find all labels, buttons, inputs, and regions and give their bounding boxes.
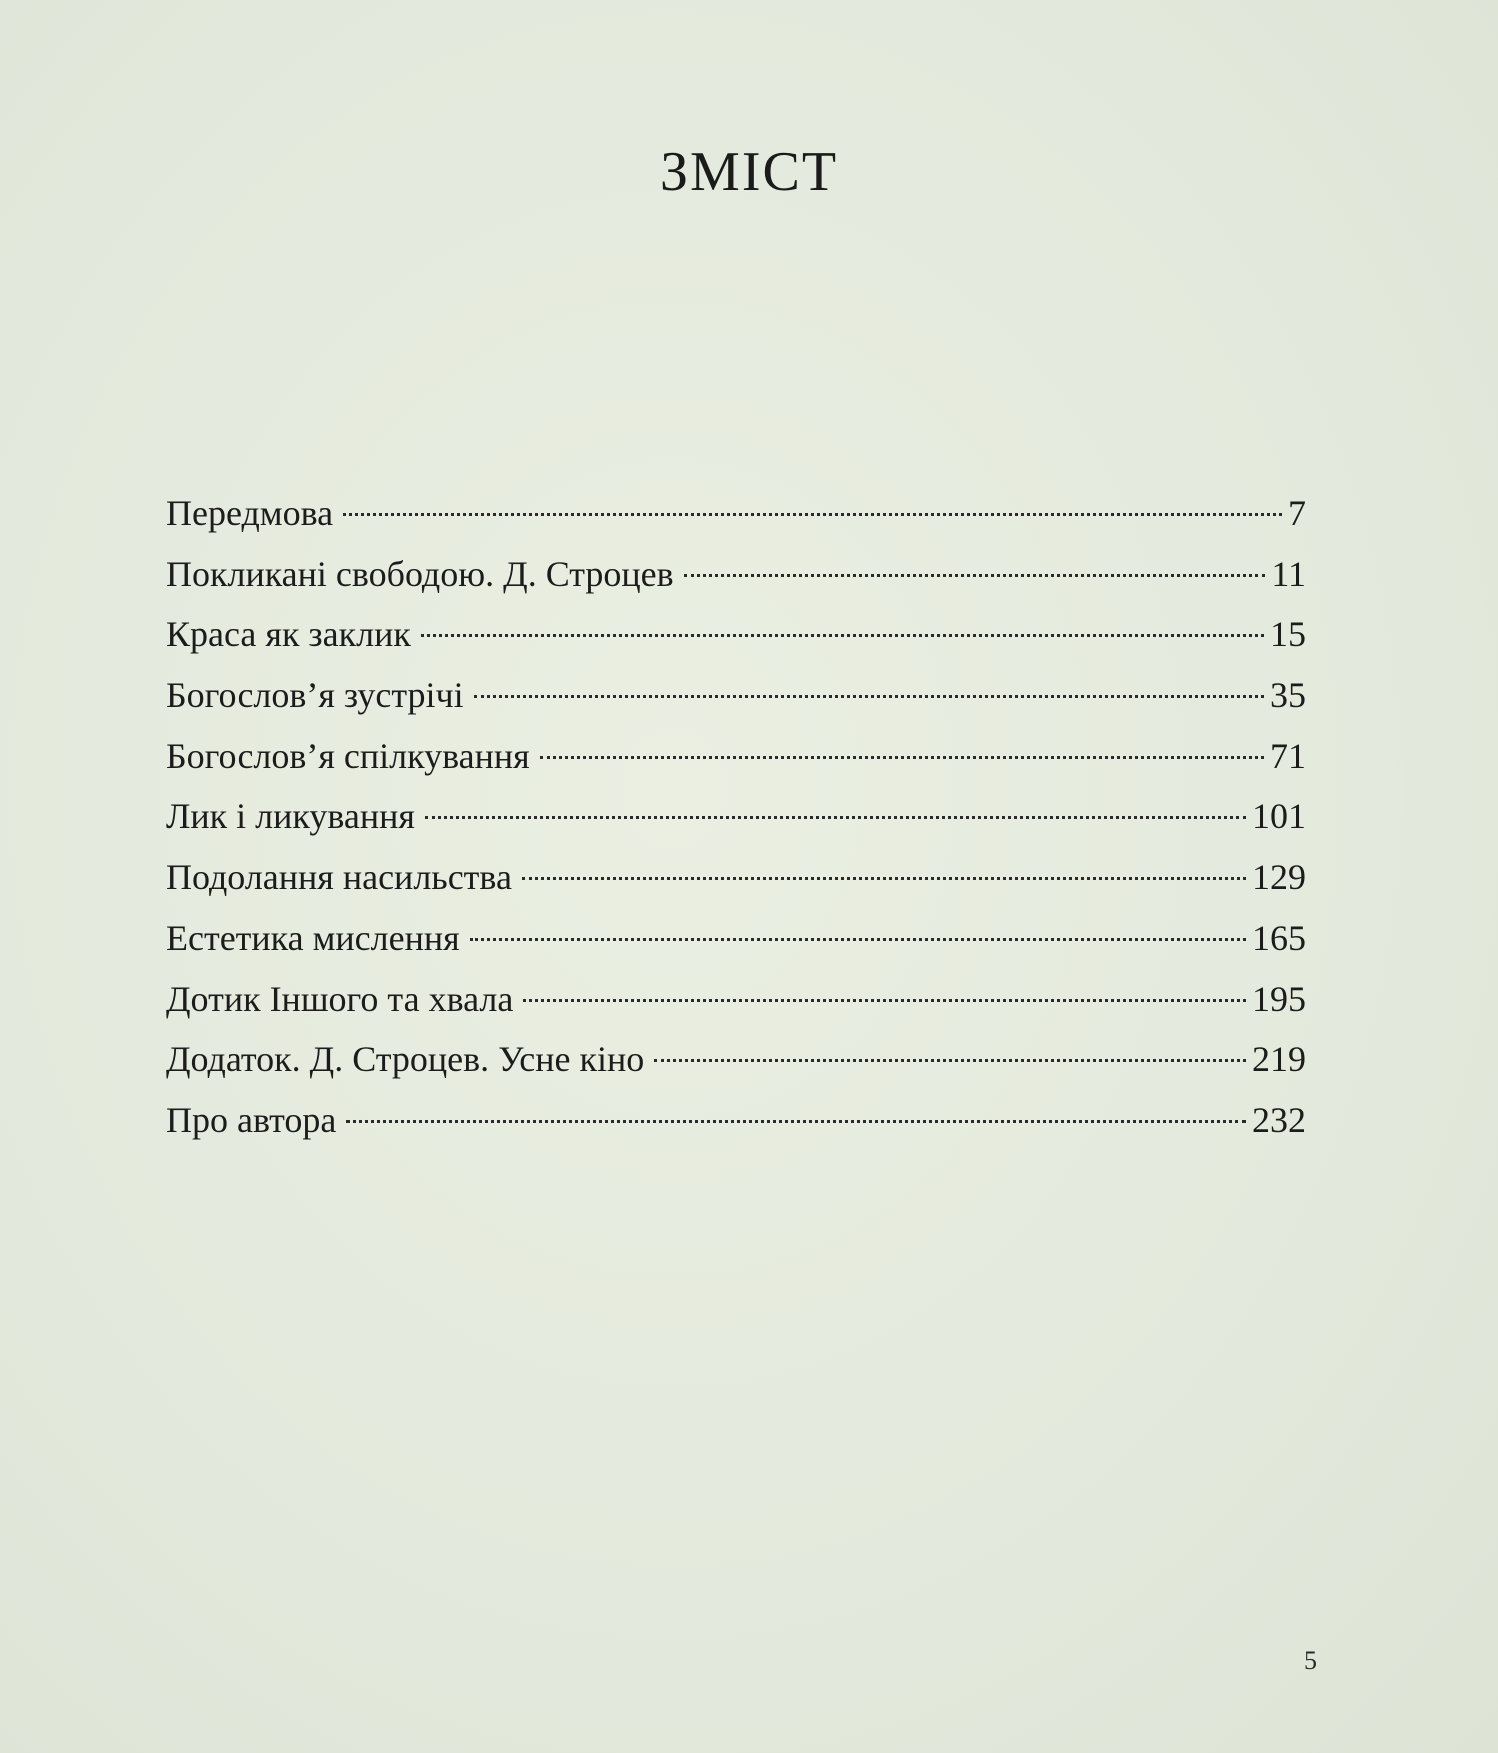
toc-entry-title: Лик і ликування (166, 796, 415, 837)
dot-leader (346, 1120, 1246, 1123)
toc-entry-title: Краса як заклик (166, 614, 411, 655)
toc-entry (166, 665, 1306, 726)
toc-entry-page: 7 (1288, 493, 1306, 533)
toc-entry (166, 908, 1306, 969)
toc-entry-page: 165 (1252, 917, 1306, 958)
toc-entry-title: Богослов’я зустрічі (166, 675, 464, 716)
toc-entry-page: 219 (1252, 1039, 1306, 1080)
page-title: ЗМІСТ (659, 141, 839, 203)
dot-leader (470, 938, 1246, 941)
dot-leader (474, 695, 1264, 698)
toc-entry-page: 71 (1270, 735, 1306, 776)
dot-leader (654, 1059, 1246, 1062)
toc-entry (166, 604, 1306, 665)
toc-entry-title: Подолання насильства (166, 857, 512, 898)
toc-entry (166, 483, 1306, 544)
toc-entry-title: Додаток. Д. Строцев. Усне кіно (166, 1039, 645, 1080)
toc-entry-page: 195 (1252, 978, 1306, 1019)
toc-entry (166, 1029, 1306, 1090)
toc-entry-title: Дотик Іншого та хвала (166, 978, 514, 1019)
toc-entry (166, 544, 1306, 605)
dot-leader (343, 513, 1282, 516)
dot-leader (425, 816, 1246, 819)
dot-leader (522, 877, 1246, 880)
page-number: 5 (1304, 1646, 1317, 1675)
toc-entry-page: 129 (1252, 857, 1306, 898)
toc-entry (166, 969, 1306, 1030)
toc-entry-title: Покликані свободою. Д. Строцев (166, 553, 674, 594)
toc-entry-page: 101 (1252, 796, 1306, 837)
dot-leader (684, 574, 1266, 577)
toc-entry-page: 232 (1252, 1099, 1306, 1140)
toc-entry-title: Богослов’я спілкування (166, 735, 530, 776)
toc-entry (166, 847, 1306, 908)
dot-leader (523, 999, 1246, 1002)
dot-leader (421, 634, 1264, 637)
toc-entry (166, 1090, 1306, 1151)
toc-entry-title: Передмова (166, 493, 334, 533)
toc-entry-page: 15 (1270, 614, 1306, 655)
toc-entry-title: Про автора (166, 1099, 337, 1140)
toc-entry-page: 35 (1270, 675, 1306, 716)
toc-entry-title: Естетика мислення (166, 917, 460, 958)
toc-entry-page: 11 (1271, 553, 1306, 594)
toc-entry (166, 786, 1306, 847)
toc-entry (166, 726, 1306, 787)
table-of-contents (166, 483, 1306, 1151)
dot-leader (540, 756, 1264, 759)
